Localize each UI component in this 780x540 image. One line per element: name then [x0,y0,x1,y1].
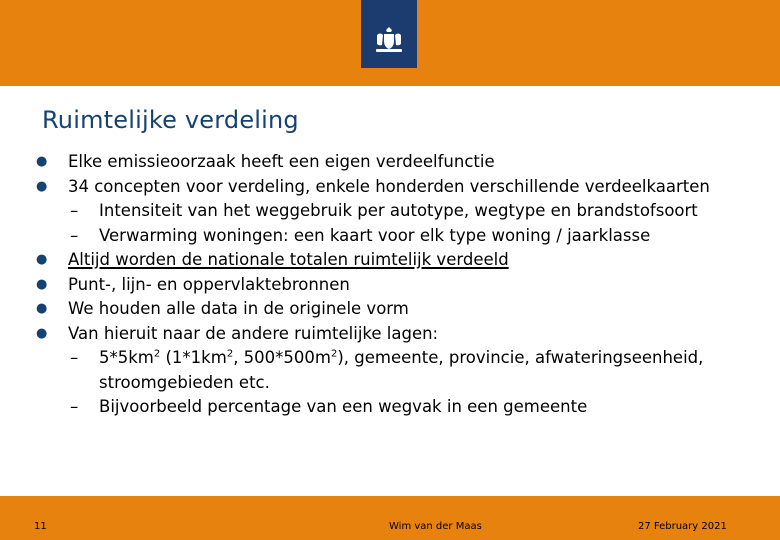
bullet-dot: ● [36,325,48,341]
bullet-item [36,322,766,347]
footer-band [0,496,780,540]
sub-bullet-item [36,346,766,395]
page-number: 11 [34,521,47,532]
sub-bullet-text: Verwarming woningen: een kaart voor elk type woning / jaarklasse [99,225,651,245]
footer-author: Wim van der Maas [389,521,482,532]
bullet-text-highlighted: Altijd worden de nationale totalen ruimtelijk verdeeld [68,250,509,269]
bullet-dot: ● [36,301,48,316]
sub-bullet-text: Bijvoorbeeld percentage van een wegvak in een gemeente [99,397,588,416]
bullet-text: Van hieruit naar de andere ruimtelijke lagen: [68,323,439,343]
sub-bullet-dash: – [70,397,79,416]
bullet-item [36,297,766,322]
government-logo [361,0,417,68]
sub-bullet-dash: – [70,201,79,220]
slide-title: Ruimtelijke verdeling [42,106,299,134]
sub-bullet-dash: – [70,225,79,245]
sub-bullet-dash: – [70,348,79,367]
bullet-item [36,273,766,298]
coat-of-arms-icon [373,26,405,54]
sub-bullet-text: Intensiteit van het weggebruik per autotype, wegtype en brandstofsoort [99,201,698,220]
sub-bullet-item [36,199,766,224]
bullet-dot: ● [36,276,48,292]
bullet-text: We houden alle data in de originele vorm [68,299,409,318]
sub-bullet-item [36,395,766,420]
bullet-text: 34 concepten voor verdeling, enkele honderden verschillende verdeelkaarten [68,176,710,196]
sub-bullet-text: $5*5km^2$ ($1*1km^2$, $500*500m^2$), gemeente, provincie, afwateringseenheid, stroomgebieden etc. [99,348,704,392]
bullet-dot: ● [36,178,48,194]
bullet-item [36,175,766,200]
bullet-text: Punt-, lijn- en oppervlaktebronnen [68,274,350,294]
bullet-dot: ● [36,252,48,267]
bullet-item [36,150,766,175]
sub-bullet-item [36,224,766,249]
bullet-dot: ● [36,154,48,169]
bullet-text: Elke emissieoorzaak heeft een eigen verdeelfunctie [68,152,495,171]
footer-date: 27 February 2021 [638,521,727,532]
slide-body [36,150,766,420]
bullet-item [36,248,766,273]
